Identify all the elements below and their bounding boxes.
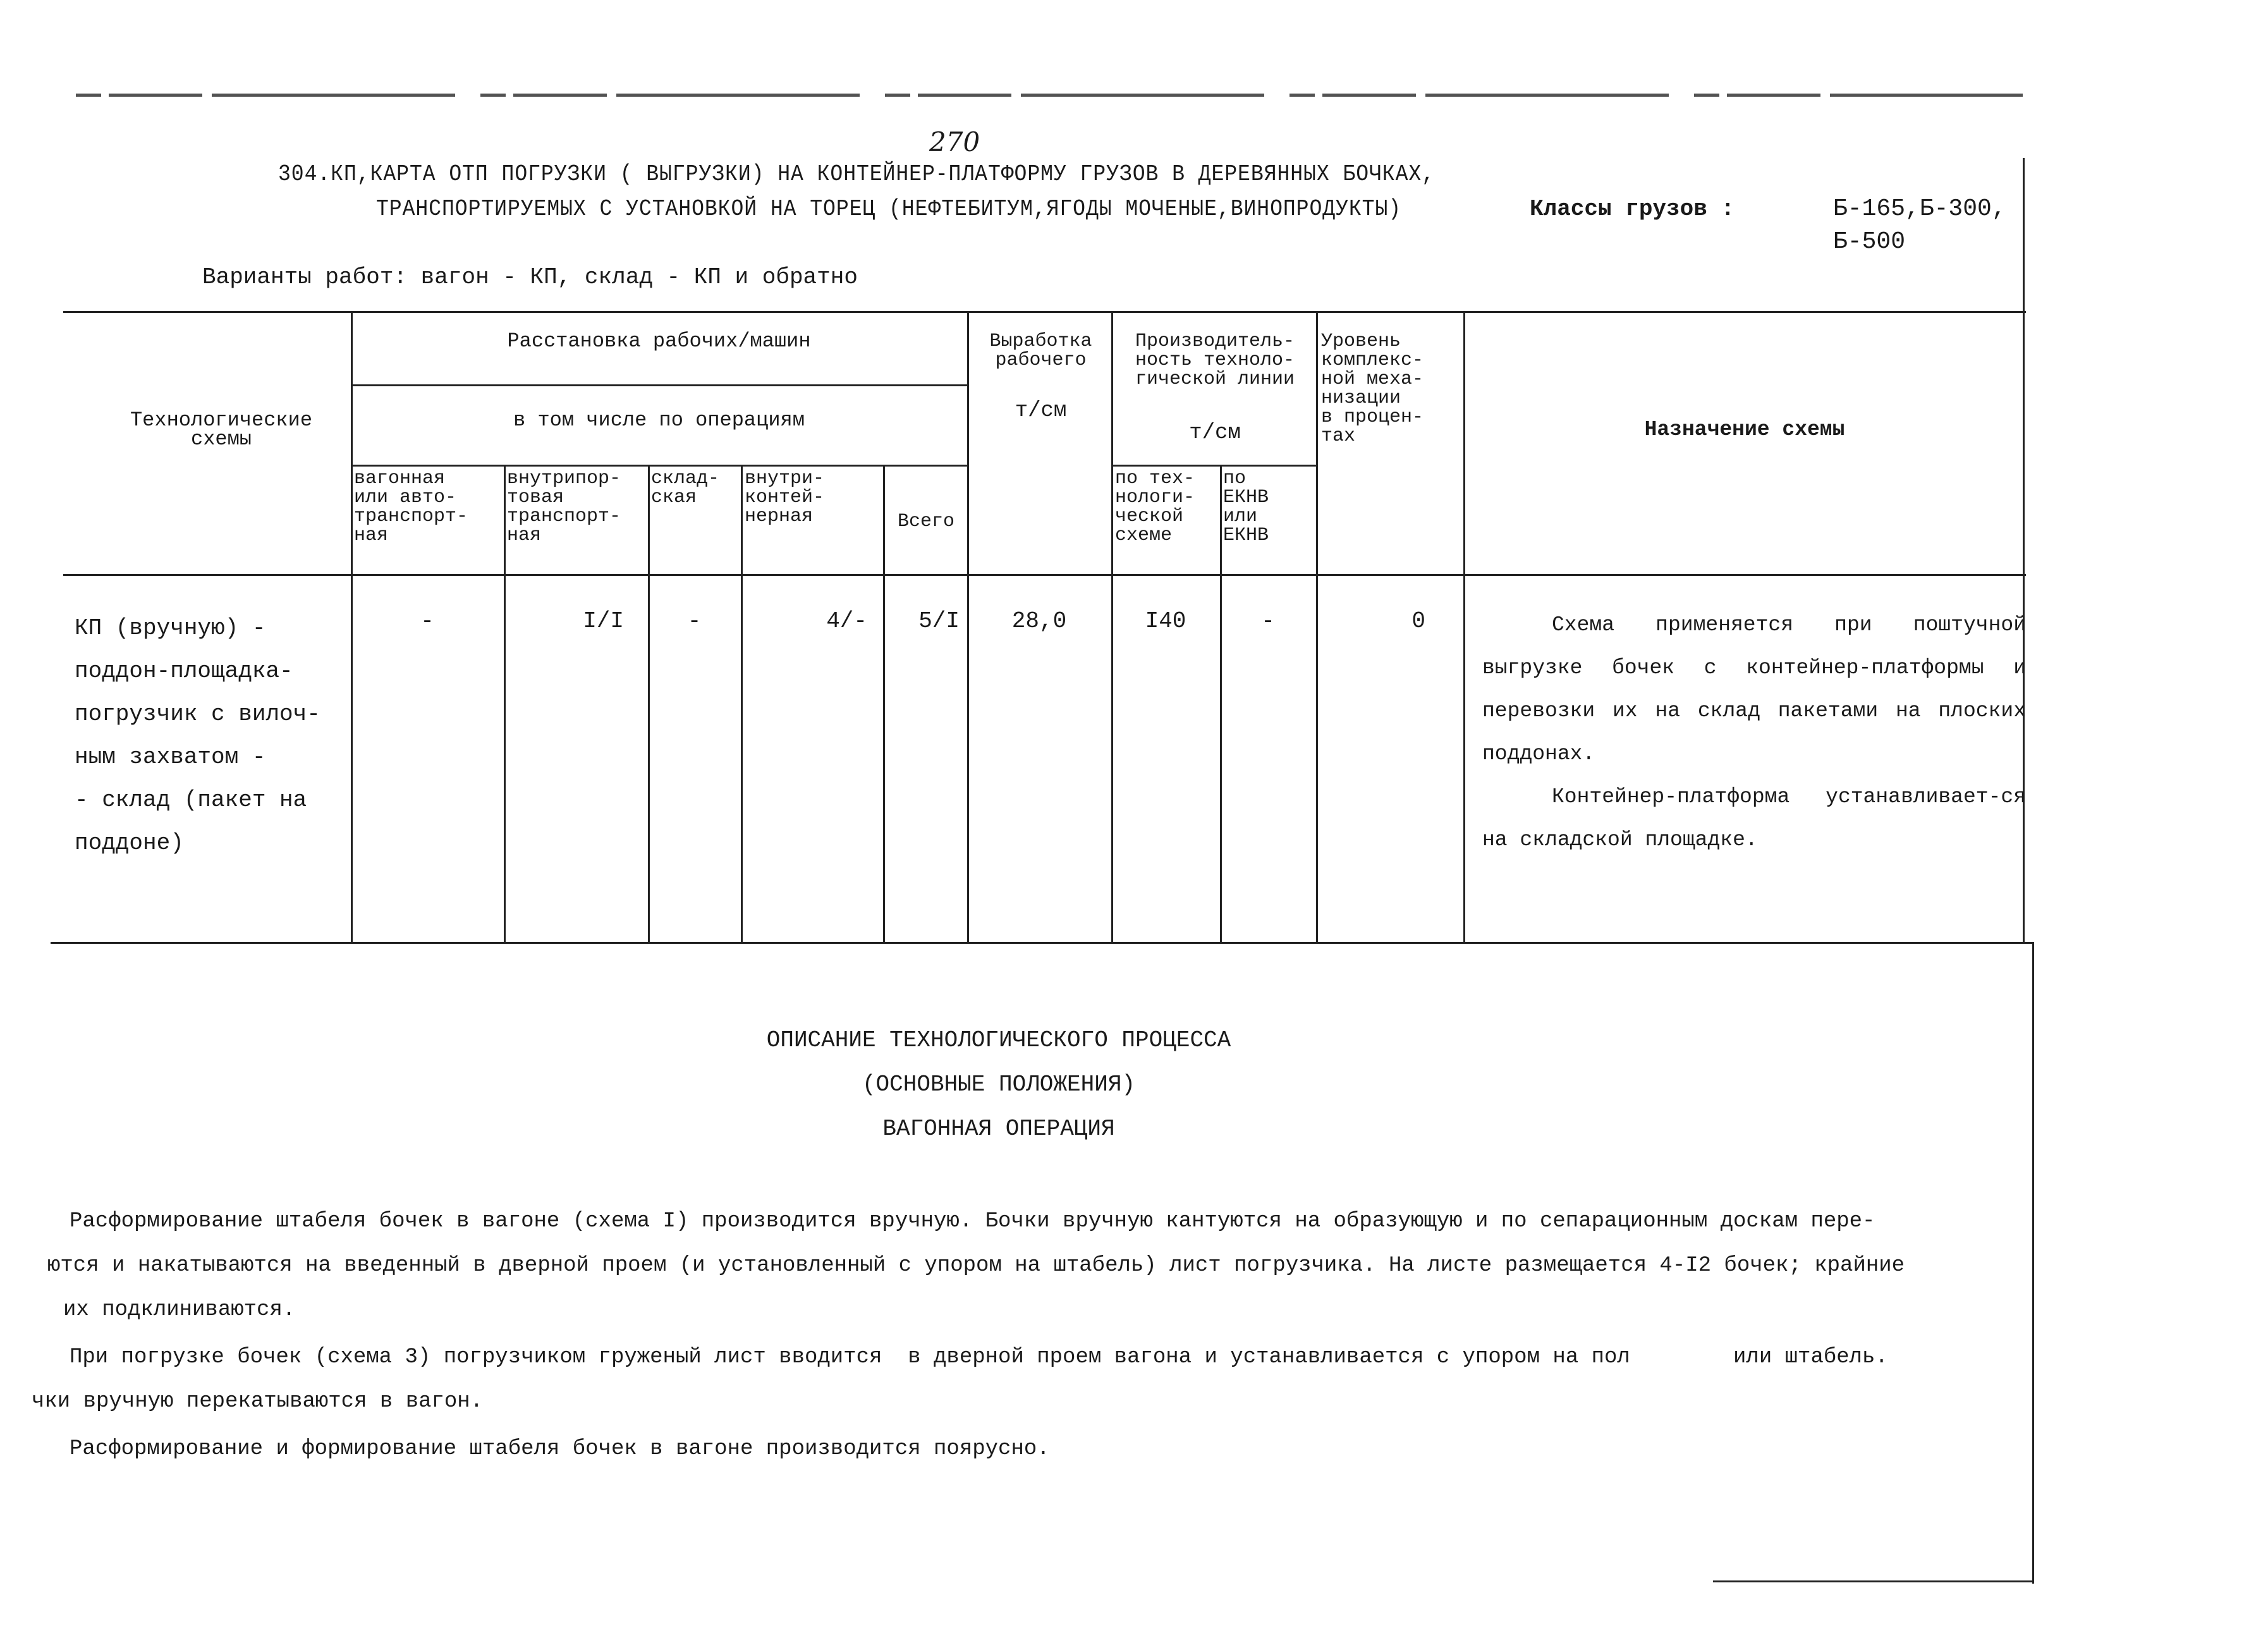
work-variants: Варианты работ: вагон - КП, склад - КП и обратно bbox=[202, 264, 858, 290]
frame-right-bottom bbox=[2032, 942, 2034, 1584]
cell-by-scheme: I40 bbox=[1145, 608, 1186, 634]
col-line bbox=[648, 465, 650, 943]
paragraph-2-line-1: При погрузке бочек (схема 3) погрузчиком груженый лист вводится в дверной проем вагона и устанавливается с упором на пол или штабель. bbox=[70, 1345, 1888, 1369]
header-by-scheme: по тех- нологи- ческой схеме bbox=[1115, 468, 1195, 546]
cargo-classes-label: Классы грузов : bbox=[1530, 196, 1735, 222]
cell-inner-container: 4/- bbox=[826, 608, 867, 634]
table-line-placement bbox=[351, 384, 967, 386]
cell-inner-transport bbox=[506, 608, 646, 634]
description-heading: ОПИСАНИЕ ТЕХНОЛОГИЧЕСКОГО ПРОЦЕССА bbox=[766, 1027, 1231, 1053]
document-title-line2: ТРАНСПОРТИРУЕМЫХ С УСТАНОВКОЙ НА ТОРЕЦ (НЕФТЕБИТУМ,ЯГОДЫ МОЧЕНЫЕ,ВИНОПРОДУКТЫ) bbox=[376, 196, 1402, 222]
cell-by-ekhnv: - bbox=[1261, 608, 1275, 634]
table-top-border bbox=[63, 311, 2026, 313]
header-col-total: Всего bbox=[897, 511, 954, 532]
section-heading-wagon: ВАГОННАЯ ОПЕРАЦИЯ bbox=[882, 1116, 1115, 1142]
header-tech-schemes: Технологические схемы bbox=[130, 408, 313, 451]
header-by-operations: в том числе по операциям bbox=[513, 408, 805, 432]
cell-inner-transport-value: I/I bbox=[583, 608, 624, 634]
purpose-paragraph-1: Схема применяется при поштучной выгрузке бочек с контейнер-платформы и перевозки их на склад пакетами на плоских поддонах. bbox=[1482, 613, 2026, 766]
paragraph-1-line-2: ются и накатываются на введенный в дверной проем (и установленный с упором на штабель) лист погрузчика. На листе размещается 4-I2 бочек; крайние bbox=[47, 1254, 1905, 1278]
header-purpose: Назначение схемы bbox=[1644, 418, 1845, 441]
scan-artifact-line bbox=[76, 94, 2023, 97]
description-subheading: (ОСНОВНЫЕ ПОЛОЖЕНИЯ) bbox=[862, 1072, 1136, 1097]
cell-scheme: КП (вручную) - поддон-площадка- погрузчик с вилоч- ным захватом - - склад (пакет на поддоне) bbox=[75, 615, 320, 856]
header-col-inner-container: внутри- контей- нерная bbox=[745, 468, 825, 527]
col-line bbox=[1463, 311, 1465, 943]
col-line bbox=[504, 465, 506, 943]
purpose-paragraph-2: Контейнер-платформа устанавливает-ся на складской площадке. bbox=[1482, 785, 2026, 852]
cargo-classes-value: Б-165,Б-300, Б-500 bbox=[1833, 195, 2006, 255]
col-line bbox=[1220, 465, 1222, 943]
header-col-inner-transport: внутрипор- товая транспорт- ная bbox=[507, 468, 621, 546]
cell-total: 5/I bbox=[918, 608, 960, 634]
header-col-warehouse: склад- ская bbox=[651, 468, 720, 508]
col-line bbox=[883, 465, 885, 943]
document-title-line1: 304.КП,КАРТА ОТП ПОГРУЗКИ ( ВЫГРУЗКИ) НА КОНТЕЙНЕР-ПЛАТФОРМУ ГРУЗОВ В ДЕРЕВЯННЫХ БОЧКАХ, bbox=[278, 161, 1435, 187]
page-number: 270 bbox=[929, 126, 980, 157]
paragraph-2-line-2: чки вручную перекатываются в вагон. bbox=[32, 1390, 484, 1414]
cell-warehouse: - bbox=[687, 608, 702, 634]
frame-right-top bbox=[2023, 158, 2025, 313]
header-output-unit: т/см bbox=[1015, 399, 1067, 423]
header-productivity: Производитель- ность техноло- гической линии bbox=[1135, 331, 1295, 390]
cell-mechanization bbox=[1316, 608, 1463, 634]
cell-wagon: - bbox=[420, 608, 434, 634]
cell-mechanization-value: 0 bbox=[1411, 608, 1425, 634]
cell-output: 28,0 bbox=[1011, 608, 1067, 634]
table-line-ops bbox=[351, 465, 967, 467]
paragraph-1-line-3: их подклиниваются. bbox=[63, 1298, 296, 1322]
header-productivity-unit: т/см bbox=[1189, 421, 1241, 445]
paragraph-1-line-1: Расформирование штабеля бочек в вагоне (схема I) производится вручную. Бочки вручную кантуются на образующую и по сепарационным доскам пере- bbox=[70, 1209, 1875, 1233]
cell-purpose bbox=[1482, 604, 2026, 862]
header-mechanization: Уровень комплекс- ной меха- низации в процен- тах bbox=[1321, 331, 1424, 447]
table-header-bottom bbox=[63, 574, 2026, 576]
header-placement: Расстановка рабочих/машин bbox=[507, 329, 811, 353]
header-col-wagon: вагонная или авто- транспорт- ная bbox=[354, 468, 468, 546]
table-bottom-border bbox=[51, 942, 2032, 944]
paragraph-3-line-1: Расформирование и формирование штабеля бочек в вагоне производится поярусно. bbox=[70, 1437, 1050, 1461]
header-by-ekhnv: по ЕКНВ или ЕКНВ bbox=[1223, 468, 1269, 546]
col-line bbox=[741, 465, 743, 943]
table-line-prod bbox=[1113, 465, 1318, 467]
frame-bottom-stub bbox=[1713, 1580, 2034, 1582]
header-output: Выработка рабочего bbox=[989, 331, 1092, 371]
